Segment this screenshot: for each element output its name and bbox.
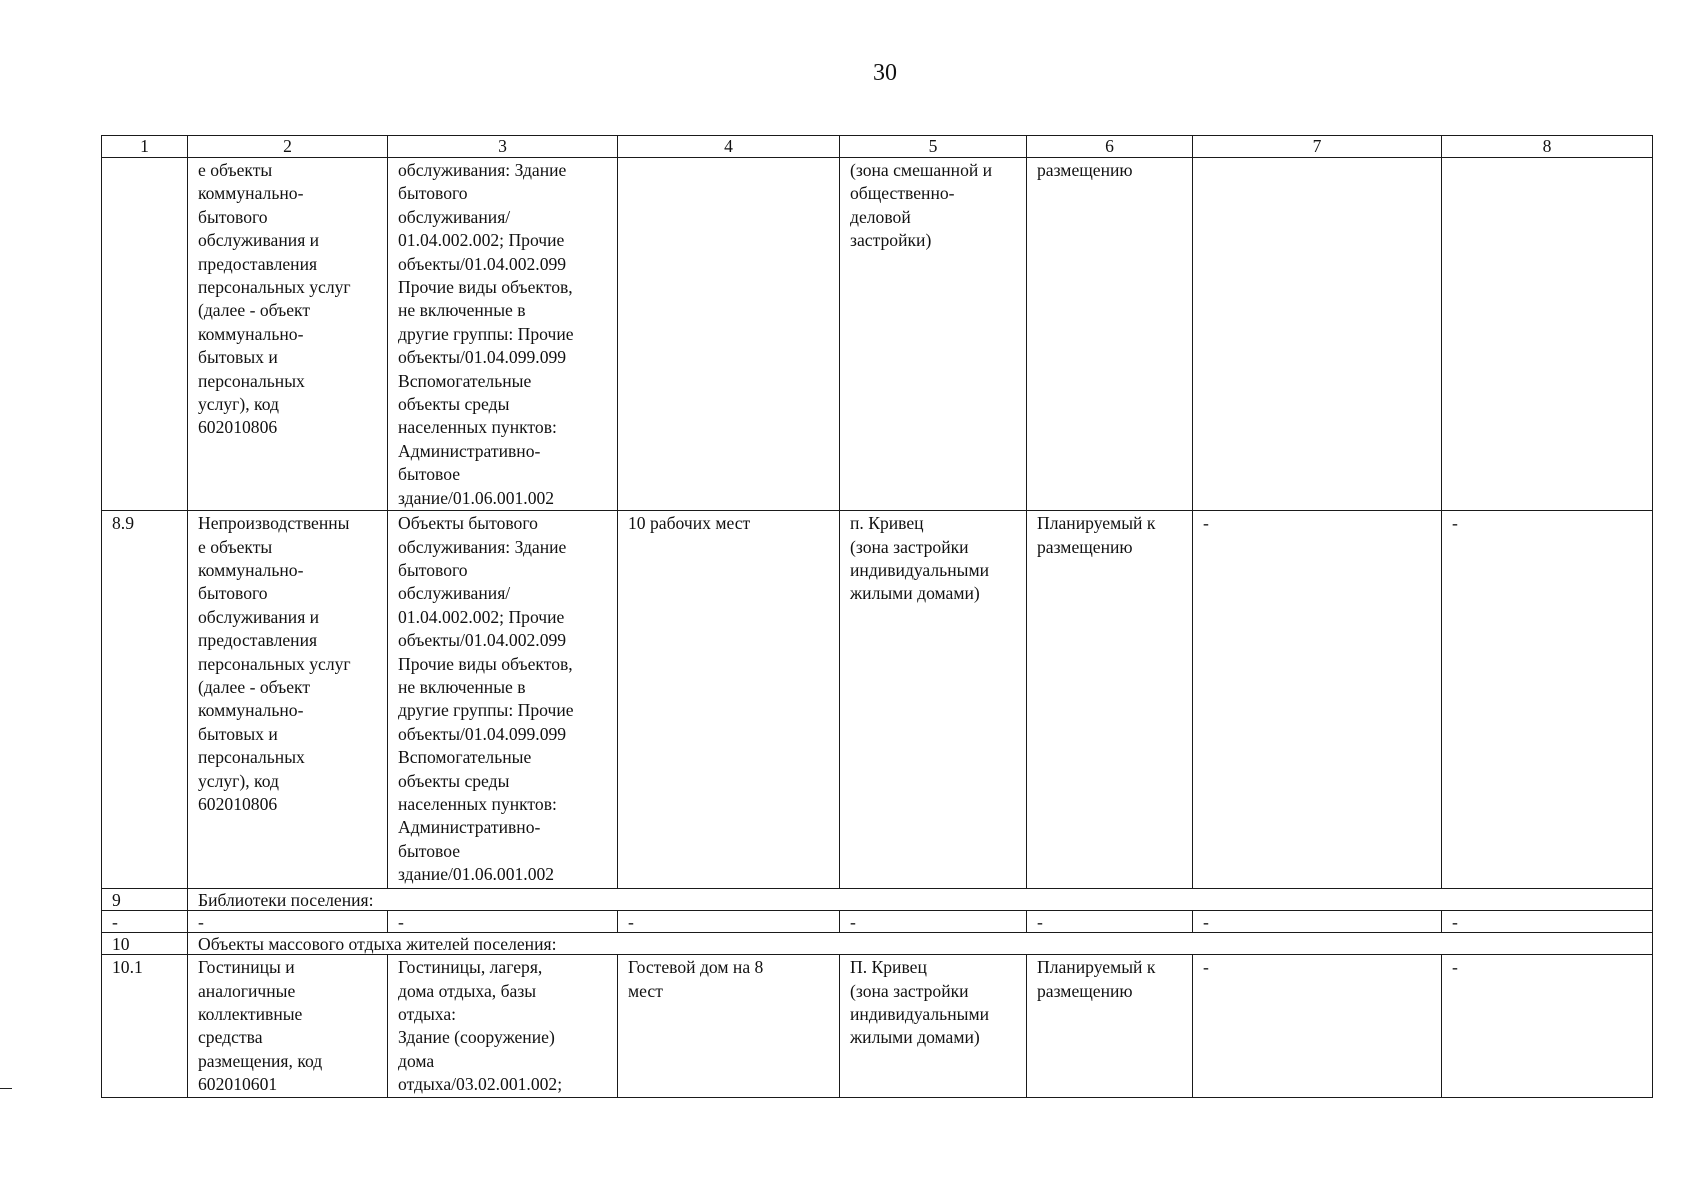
planning-table <box>101 135 1653 1098</box>
section-row <box>102 889 1653 911</box>
row-number: 8.9 <box>102 511 188 889</box>
row-number: 10.1 <box>102 955 188 1097</box>
object-type-cell: Объекты бытового обслуживания: Здание бытового обслуживания/ 01.04.002.002; Прочие объекты/01.04.002.099 Прочие виды объектов, не включенные в другие группы: Прочие объекты/01.04.099.099 Вспомогательные объекты среды населенных пунктов: Административно- бытовое здание/01.06.001.002 <box>388 511 618 889</box>
location-cell: П. Кривец (зона застройки индивидуальными жилыми домами) <box>840 955 1027 1097</box>
location-cell: п. Кривец (зона застройки индивидуальными жилыми домами) <box>840 511 1027 889</box>
cell-col7: - <box>1193 955 1442 1097</box>
table-cell: - <box>840 911 1027 933</box>
header-cell: 6 <box>1027 136 1193 158</box>
section-title: Библиотеки поселения: <box>188 889 1653 911</box>
table-row <box>102 911 1653 933</box>
cell-col8: - <box>1442 511 1653 889</box>
location-cell: (зона смешанной и общественно- деловой застройки) <box>840 158 1027 511</box>
page-number: 30 <box>873 60 897 86</box>
table-row <box>102 955 1653 1097</box>
table-row <box>102 158 1653 511</box>
cell-col8 <box>1442 158 1653 511</box>
capacity-cell: 10 рабочих мест <box>618 511 840 889</box>
header-cell: 4 <box>618 136 840 158</box>
cell-col7: - <box>1193 511 1442 889</box>
table-cell: - <box>388 911 618 933</box>
table-cell: - <box>102 911 188 933</box>
object-type-cell: обслуживания: Здание бытового обслуживания/ 01.04.002.002; Прочие объекты/01.04.002.099 Прочие виды объектов, не включенные в другие группы: Прочие объекты/01.04.099.099 Вспомогательные объекты среды населенных пунктов: Административно- бытовое здание/01.06.001.002 <box>388 158 618 511</box>
status-cell: Планируемый к размещению <box>1027 955 1193 1097</box>
capacity-cell: Гостевой дом на 8 мест <box>618 955 840 1097</box>
row-number: 9 <box>102 889 188 911</box>
row-number: 10 <box>102 933 188 955</box>
status-cell: Планируемый к размещению <box>1027 511 1193 889</box>
table-cell: - <box>1193 911 1442 933</box>
status-cell: размещению <box>1027 158 1193 511</box>
table-cell: - <box>618 911 840 933</box>
object-type-cell: Гостиницы, лагеря, дома отдыха, базы отдыха: Здание (сооружение) дома отдыха/03.02.001.002; <box>388 955 618 1097</box>
header-cell: 3 <box>388 136 618 158</box>
row-number <box>102 158 188 511</box>
object-name-cell: е объекты коммунально- бытового обслуживания и предоставления персональных услуг (далее - объект коммунально- бытовых и персональных услуг), код 602010806 <box>188 158 388 511</box>
object-name-cell: Непроизводственны е объекты коммунально- бытового обслуживания и предоставления персональных услуг (далее - объект коммунально- бытовых и персональных услуг), код 602010806 <box>188 511 388 889</box>
header-row <box>102 136 1653 158</box>
margin-mark <box>0 1088 12 1089</box>
section-row <box>102 933 1653 955</box>
table-row <box>102 511 1653 889</box>
table-cell: - <box>188 911 388 933</box>
header-cell: 7 <box>1193 136 1442 158</box>
header-cell: 8 <box>1442 136 1653 158</box>
table-cell: - <box>1027 911 1193 933</box>
header-cell: 1 <box>102 136 188 158</box>
header-cell: 2 <box>188 136 388 158</box>
header-cell: 5 <box>840 136 1027 158</box>
capacity-cell <box>618 158 840 511</box>
section-title: Объекты массового отдыха жителей поселения: <box>188 933 1653 955</box>
object-name-cell: Гостиницы и аналогичные коллективные средства размещения, код 602010601 <box>188 955 388 1097</box>
cell-col8: - <box>1442 955 1653 1097</box>
table-cell: - <box>1442 911 1653 933</box>
cell-col7 <box>1193 158 1442 511</box>
